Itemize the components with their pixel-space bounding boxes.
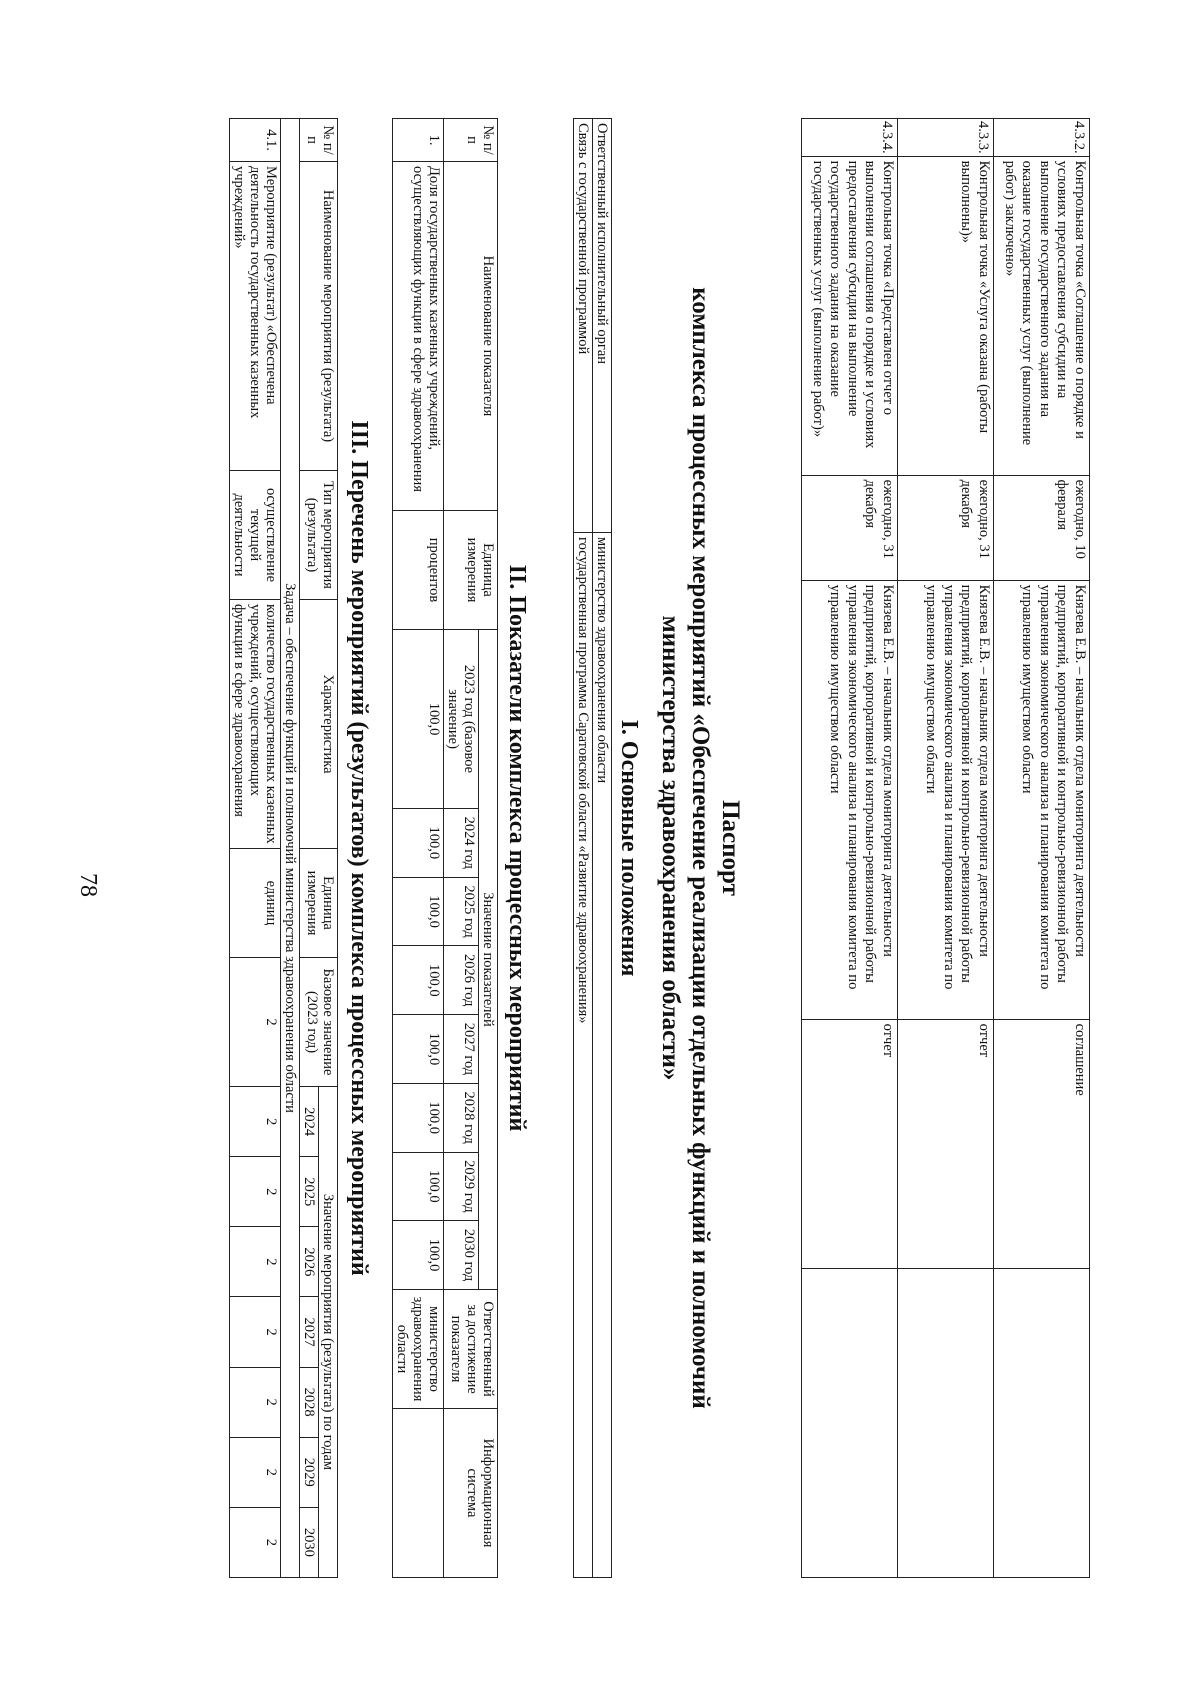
- header-base: 2023 год (базовое значение): [444, 630, 479, 809]
- cell-name: Мероприятие (результат) «Обеспечена деятельность государственных казенных учреждений»: [230, 162, 281, 471]
- cell-year: 100,0: [393, 877, 444, 946]
- cell-deadline: ежегодно, 31 декабря: [802, 475, 898, 580]
- header-unit: Единица измерения: [300, 849, 338, 958]
- header-year: 2024 год: [444, 809, 479, 878]
- passport-title: [655, 118, 745, 1578]
- cell-base: 2: [230, 958, 281, 1087]
- table-row: [230, 119, 281, 1578]
- header-year: 2027: [300, 1297, 319, 1367]
- cell-document: отчет: [898, 1019, 994, 1268]
- cell-document: отчет: [802, 1019, 898, 1268]
- cell-year: 2: [230, 1227, 281, 1297]
- table-row: [898, 119, 994, 1578]
- cell-label: Связь с государственной программой: [574, 119, 593, 533]
- page-number: 78: [75, 873, 101, 897]
- cell-value: государственная программа Саратовской области «Развитие здравоохранения»: [574, 533, 593, 1578]
- cell-name: Контрольная точка «Представлен отчет о выполнении соглашения о порядке и условиях предоставления субсидии на выполнение государственного задания на оказание государственных услуг (выполнение работ)»: [802, 156, 898, 475]
- header-year: 2025 год: [444, 877, 479, 946]
- section-heading: III. Перечень мероприятий (результатов) комплекса процессных мероприятий: [346, 420, 372, 1276]
- cell-year: 2: [230, 1087, 281, 1157]
- cell-system: [898, 1268, 994, 1577]
- cell-deadline: ежегодно, 31 декабря: [898, 475, 994, 580]
- cell-year: 100,0: [393, 1152, 444, 1221]
- header-base: Базовое значение (2023 год): [300, 958, 338, 1087]
- header-name: Наименование показателя: [444, 162, 498, 511]
- cell-responsible: Князева Е.В. – начальник отдела мониторинга деятельности предприятий, корпоративной и контрольно-ревизионной работы управления экономического анализа и планирования комитета по управлению имуществом области: [994, 580, 1090, 1019]
- cell-responsible: Князева Е.В. – начальник отдела мониторинга деятельности предприятий, корпоративной и контрольно-ревизионной работы управления экономического анализа и планирования комитета по управлению имуществом области: [898, 580, 994, 1019]
- control-points-table: [801, 118, 1090, 1578]
- cell-value: министерство здравоохранения области: [593, 533, 612, 1578]
- cell-document: соглашение: [994, 1019, 1090, 1268]
- header-year: 2030: [300, 1507, 319, 1577]
- activities-table: [229, 118, 338, 1578]
- header-unit: Единица измерения: [444, 511, 498, 630]
- header-type: Тип мероприятия (результата): [300, 471, 338, 600]
- cell-base: 100,0: [393, 630, 444, 809]
- cell-num: 4.1.: [230, 119, 281, 162]
- cell-year: 100,0: [393, 946, 444, 1015]
- header-year: 2028: [300, 1367, 319, 1437]
- header-values: Значение мероприятия (результата) по годам: [319, 1087, 338, 1578]
- header-year: 2026 год: [444, 946, 479, 1015]
- passport-title-line: министерства здравоохранения области»: [657, 615, 684, 1081]
- cell-year: 2: [230, 1157, 281, 1227]
- header-num: № п/п: [300, 119, 338, 162]
- cell-deadline: ежегодно, 10 февраля: [994, 475, 1090, 580]
- cell-year: 2: [230, 1367, 281, 1437]
- cell-responsible: министерство здравоохранения области: [393, 1290, 444, 1409]
- header-year: 2029: [300, 1437, 319, 1507]
- cell-label: Ответственный исполнительный орган: [593, 119, 612, 533]
- cell-type: осуществление текущей деятельности: [230, 471, 281, 600]
- header-year: 2030 год: [444, 1221, 479, 1290]
- cell-unit: процентов: [393, 511, 444, 630]
- header-values: Значение показателей: [479, 630, 498, 1290]
- table-row: [994, 119, 1090, 1578]
- table-row: [393, 119, 444, 1578]
- task-row: [281, 119, 300, 1578]
- header-year: 2027 год: [444, 1015, 479, 1084]
- cell-year: 2: [230, 1297, 281, 1367]
- table-header-row: [479, 119, 498, 1578]
- header-name: Наименование мероприятия (результата): [300, 162, 338, 471]
- cell-year: 100,0: [393, 809, 444, 878]
- cell-year: 2: [230, 1437, 281, 1507]
- cell-system: [802, 1268, 898, 1577]
- cell-year: 100,0: [393, 1083, 444, 1152]
- header-responsible: Ответственный за достижение показателя: [444, 1290, 498, 1409]
- cell-responsible: Князева Е.В. – начальник отдела мониторинга деятельности предприятий, корпоративной и контрольно-ревизионной работы управления экономического анализа и планирования комитета по управлению имуществом области: [802, 580, 898, 1019]
- passport-title-line: комплекса процессных мероприятий «Обеспечение реализации отдельных функций и полномочий: [687, 287, 714, 1409]
- document-sheet: [210, 118, 1090, 1578]
- table-row: [593, 119, 612, 1578]
- header-year: 2026: [300, 1227, 319, 1297]
- cell-unit: единиц: [230, 849, 281, 958]
- indicators-table: [392, 118, 498, 1578]
- header-system: Информационная система: [444, 1409, 498, 1578]
- header-year: 2025: [300, 1157, 319, 1227]
- header-characteristic: Характеристика: [300, 600, 338, 849]
- cell-year: 100,0: [393, 1221, 444, 1290]
- cell-num: 4.3.3.: [898, 119, 994, 157]
- cell-characteristic: количество государственных казенных учреждений, осуществляющих функции в сфере здравоохранения: [230, 600, 281, 849]
- header-year: 2029 год: [444, 1152, 479, 1221]
- cell-num: 4.3.4.: [802, 119, 898, 157]
- cell-num: 1.: [393, 119, 444, 162]
- cell-name: Контрольная точка «Соглашение о порядке и условиях предоставления субсидии на выполнение государственного задания на оказание государственных услуг (выполнение работ) заключено»: [994, 156, 1090, 475]
- table-header-row: [319, 119, 338, 1578]
- basic-provisions-table: [573, 118, 612, 1578]
- section-heading: I. Основные положения: [616, 719, 642, 977]
- header-year: 2024: [300, 1087, 319, 1157]
- table-row: [574, 119, 593, 1578]
- header-year: 2028 год: [444, 1083, 479, 1152]
- section-heading: II. Показатели комплекса процессных мероприятий: [504, 564, 530, 1132]
- cell-name: Доля государственных казенных учреждений, осуществляющих функции в сфере здравоохранения: [393, 162, 444, 511]
- cell-num: 4.3.2.: [994, 119, 1090, 157]
- cell-task: Задача – обеспечение функций и полномочий министерства здравоохранения области: [281, 119, 300, 1578]
- table-row: [802, 119, 898, 1578]
- passport-title-line: Паспорт: [717, 800, 744, 896]
- cell-system: [994, 1268, 1090, 1577]
- cell-year: 100,0: [393, 1015, 444, 1084]
- cell-system: [393, 1409, 444, 1578]
- cell-year: 2: [230, 1507, 281, 1577]
- header-num: № п/п: [444, 119, 498, 162]
- cell-name: Контрольная точка «Услуга оказана (работы выполнены)»: [898, 156, 994, 475]
